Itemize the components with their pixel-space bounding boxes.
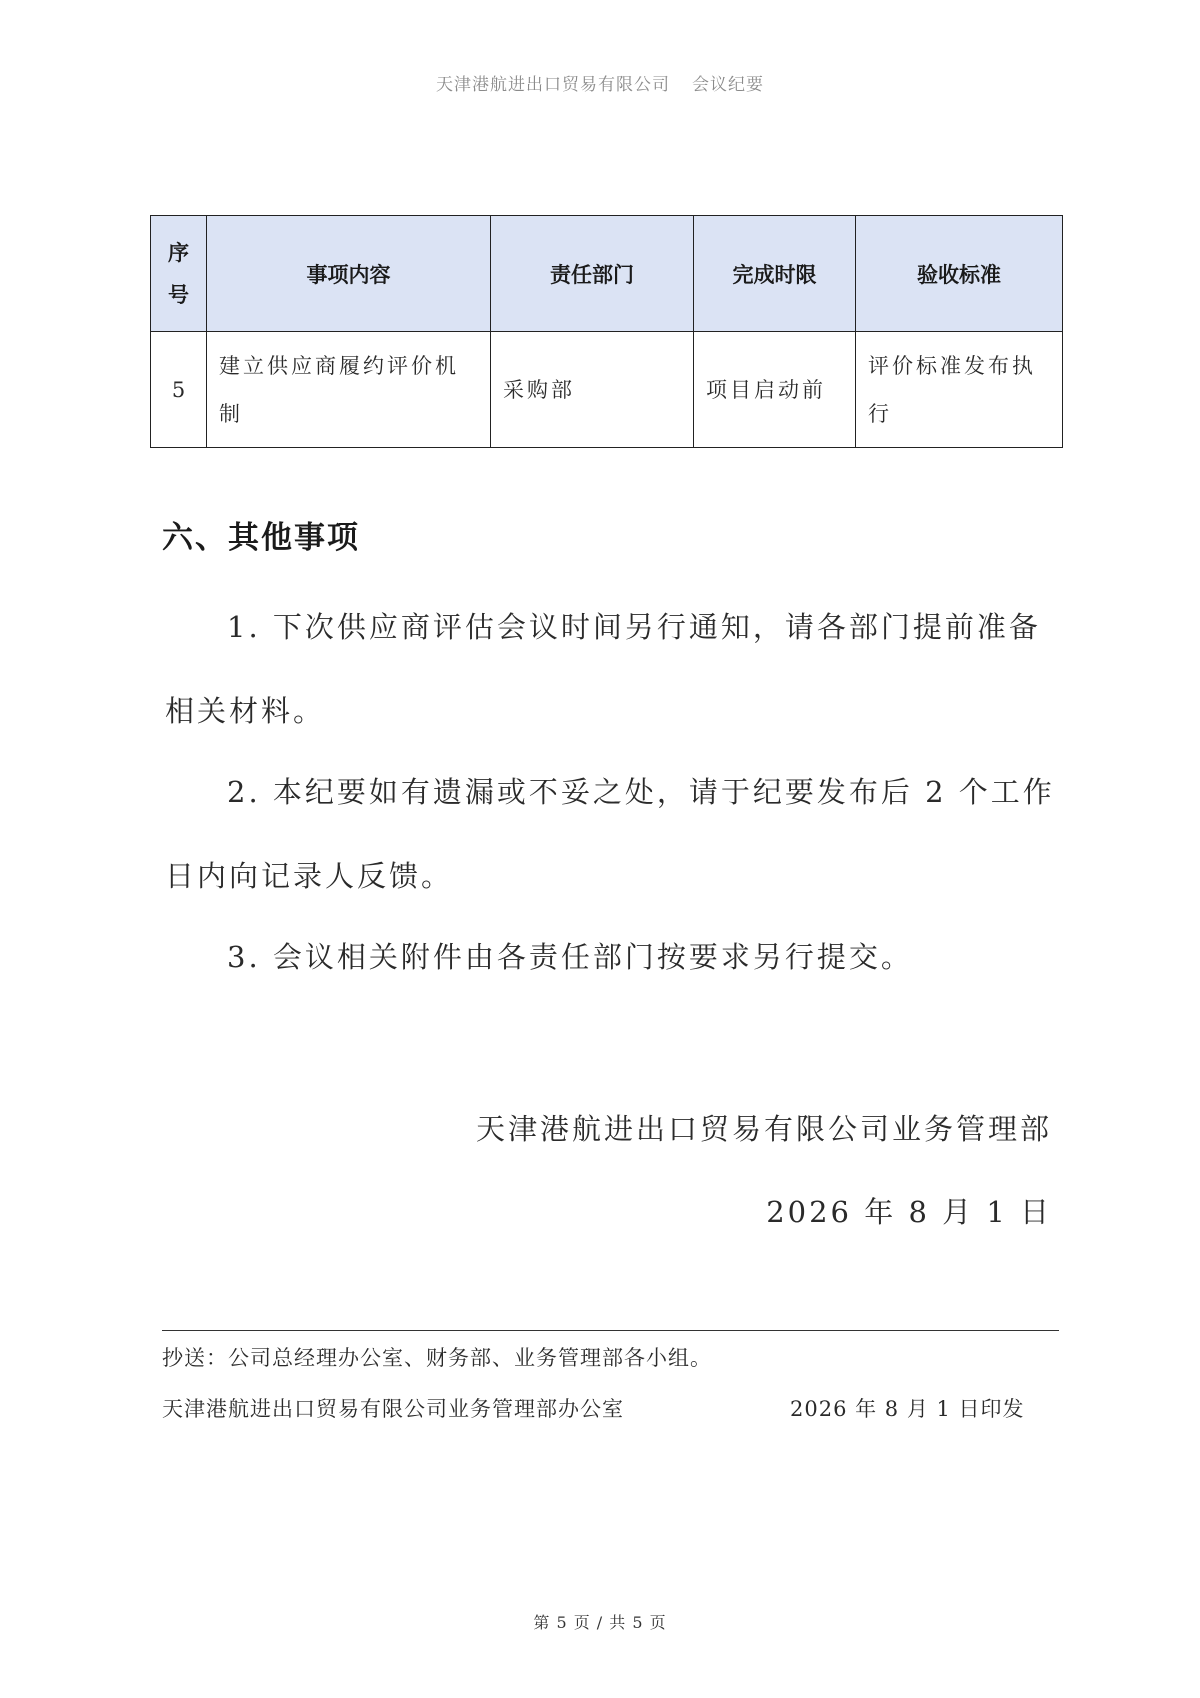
table-row [151, 332, 1063, 448]
cc-line: 抄送：公司总经理办公室、财务部、业务管理部各小组。 [162, 1346, 712, 1370]
list-item: 3. 会议相关附件由各责任部门按要求另行提交。 [227, 940, 913, 974]
list-item: 2. 本纪要如有遗漏或不妥之处，请于纪要发布后 2 个工作日内向记录人反馈。 [165, 775, 1055, 893]
header-doc-type: 会议纪要 [692, 75, 764, 95]
col-header-content: 事项内容 [207, 216, 491, 332]
page-header [0, 70, 1200, 95]
col-header-no: 序号 [151, 216, 207, 332]
header-company: 天津港航进出口贸易有限公司 [436, 75, 670, 95]
signature-organization: 天津港航进出口贸易有限公司业务管理部 [475, 1112, 1052, 1146]
cell-no: 5 [151, 332, 207, 448]
task-table [150, 215, 1063, 448]
cell-content: 建立供应商履约评价机制 [207, 332, 491, 448]
distribution-divider [162, 1330, 1059, 1331]
section-title: 六、其他事项 [162, 520, 360, 556]
cell-criteria: 评价标准发布执行 [856, 332, 1063, 448]
col-header-criteria: 验收标准 [856, 216, 1063, 332]
issuer-line: 天津港航进出口贸易有限公司业务管理部办公室 [162, 1397, 624, 1421]
col-header-deadline: 完成时限 [694, 216, 856, 332]
col-header-department: 责任部门 [491, 216, 694, 332]
cell-deadline: 项目启动前 [694, 332, 856, 448]
signature-date: 2026 年 8 月 1 日 [766, 1195, 1052, 1229]
cell-department: 采购部 [491, 332, 694, 448]
table-header-row [151, 216, 1063, 332]
list-item: 1. 下次供应商评估会议时间另行通知，请各部门提前准备相关材料。 [165, 610, 1041, 728]
issue-date: 2026 年 8 月 1 日印发 [790, 1397, 1025, 1421]
page-number: 第 5 页 / 共 5 页 [533, 1613, 667, 1632]
